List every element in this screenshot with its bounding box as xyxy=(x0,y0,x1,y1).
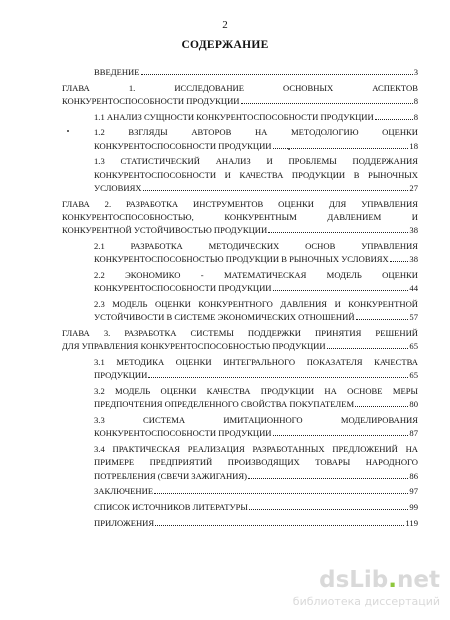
table-of-contents xyxy=(62,66,418,532)
dot-leader xyxy=(249,508,409,510)
toc-entry xyxy=(62,485,418,498)
dot-leader xyxy=(248,477,408,479)
toc-entry-text: КОНКУРЕНТОСПОСОБНОСТИ ПРОДУКЦИИ xyxy=(94,140,272,151)
toc-entry-text: 3.1 МЕТОДИКА ОЦЕНКИ ИНТЕГРАЛЬНОГО ПОКАЗАТЕЛЯ КАЧЕСТВА xyxy=(94,357,418,367)
toc-entry-text: ПОТРЕБЛЕНИЯ (СВЕЧИ ЗАЖИГАНИЯ) xyxy=(94,470,247,481)
toc-entry-last-line xyxy=(94,517,418,530)
dot-leader xyxy=(375,118,413,120)
watermark xyxy=(280,567,440,608)
dot-leader xyxy=(148,376,408,378)
toc-page-number: 3 xyxy=(413,67,418,77)
toc-entry xyxy=(62,443,418,483)
watermark-logo-tld: net xyxy=(397,567,440,593)
toc-page-number: 38 xyxy=(409,225,418,236)
toc-entry-text: 2.1 РАЗРАБОТКА МЕТОДИЧЕСКИХ ОСНОВ УПРАВЛЕНИЯ xyxy=(94,241,418,251)
toc-page-number: 8 xyxy=(413,96,418,106)
toc-entry xyxy=(62,126,418,153)
toc-entry-text: УСТОЙЧИВОСТИ В СИСТЕМЕ ЭКОНОМИЧЕСКИХ ОТНОШЕНИЙ xyxy=(94,312,355,323)
toc-page-number: 99 xyxy=(409,502,418,512)
toc-entry-last-line xyxy=(62,340,418,353)
toc-entry-text: КОНКУРЕНТНОЙ УСТОЙЧИВОСТЬЮ ПРОДУКЦИИ xyxy=(62,225,268,236)
watermark-logo-dot: . xyxy=(388,567,398,593)
dot-leader xyxy=(273,147,409,149)
toc-page-number: 119 xyxy=(405,517,418,528)
dot-leader xyxy=(355,405,408,407)
dot-leader xyxy=(273,289,409,291)
toc-entry xyxy=(62,356,418,383)
toc-entry-last-line xyxy=(94,369,418,382)
toc-entry-last-line xyxy=(94,253,418,266)
toc-entry-text: КОНКУРЕНТОСПОСОБНОСТИ И КАЧЕСТВА ПРОДУКЦИИ В РЫНОЧНЫХ xyxy=(94,169,418,180)
toc-entry xyxy=(62,517,418,530)
toc-entry-text: КОНКУРЕНТОСПОСОБНОСТИ ПРОДУКЦИИ xyxy=(62,96,240,106)
toc-entry-last-line xyxy=(94,66,418,79)
page-title: СОДЕРЖАНИЕ xyxy=(181,39,269,51)
toc-entry xyxy=(62,385,418,412)
toc-entry-last-line xyxy=(62,95,418,108)
toc-page-number: 65 xyxy=(409,341,418,352)
toc-entry xyxy=(62,298,418,325)
toc-entry-text: ПРИМЕРЕ ПРЕДПРИЯТИЙ ПРОИЗВОДЯЩИХ ТОВАРЫ НАРОДНОГО xyxy=(94,457,418,468)
dot-leader xyxy=(268,231,408,233)
toc-entry-text: ГЛАВА 1. ИССЛЕДОВАНИЕ ОСНОВНЫХ АСПЕКТОВ xyxy=(62,82,418,93)
dot-leader xyxy=(154,492,408,494)
toc-entry xyxy=(62,198,418,238)
page-number: 2 xyxy=(222,19,228,31)
toc-entry-text: 1.3 СТАТИСТИЧЕСКИЙ АНАЛИЗ И ПРОБЛЕМЫ ПОДДЕРЖАНИЯ xyxy=(94,156,418,167)
toc-entry-last-line xyxy=(94,182,418,195)
toc-entry xyxy=(62,269,418,296)
toc-entry-text: ПРЕДПОЧТЕНИЯ ОПРЕДЕЛЕННОГО СВОЙСТВА ПОКУПАТЕЛЕМ xyxy=(94,399,355,410)
dot-leader xyxy=(241,102,413,104)
toc-entry-last-line xyxy=(94,470,418,483)
toc-entry-text: ДЛЯ УПРАВЛЕНИЯ КОНКУРЕНТОСПОСОБНОСТЬЮ ПРОДУКЦИИ xyxy=(62,341,326,352)
toc-entry-text: ПРИЛОЖЕНИЯ xyxy=(94,517,155,528)
toc-entry-text: ГЛАВА 2. РАЗРАБОТКА ИНСТРУМЕНТОВ ОЦЕНКИ ДЛЯ УПРАВЛЕНИЯ xyxy=(62,198,418,209)
toc-entry-text: ВВЕДЕНИЕ xyxy=(94,67,140,77)
toc-entry-text: 2.3 МОДЕЛЬ ОЦЕНКИ КОНКУРЕНТНОГО ДАВЛЕНИЯ И КОНКУРЕНТНОЙ xyxy=(94,299,418,309)
toc-entry-text: КОНКУРЕНТОСПОСОБНОСТИ ПРОДУКЦИИ xyxy=(94,283,272,294)
toc-entry-last-line xyxy=(94,485,418,498)
toc-page-number: 27 xyxy=(409,183,418,193)
toc-entry-last-line xyxy=(94,140,418,153)
toc-entry-text: ПРОДУКЦИИ xyxy=(94,370,148,381)
toc-page-number: 44 xyxy=(409,283,418,294)
toc-page-number: 65 xyxy=(409,370,418,381)
toc-entry xyxy=(62,66,418,79)
dot-leader xyxy=(390,260,409,262)
toc-entry-text: СПИСОК ИСТОЧНИКОВ ЛИТЕРАТУРЫ xyxy=(94,502,248,512)
toc-entry-text: 1.2 ВЗГЛЯДЫ АВТОРОВ НА МЕТОДОЛОГИЮ ОЦЕНКИ xyxy=(94,127,418,138)
toc-entry-last-line xyxy=(94,111,418,124)
toc-entry-last-line xyxy=(94,398,418,411)
toc-entry-last-line xyxy=(94,311,418,324)
toc-entry xyxy=(62,327,418,354)
toc-page-number: 97 xyxy=(409,486,418,497)
watermark-logo xyxy=(280,567,440,593)
toc-entry-last-line xyxy=(94,282,418,295)
scan-speck xyxy=(67,130,69,132)
scan-speck xyxy=(288,148,290,150)
toc-entry-text: УСЛОВИЯХ xyxy=(94,183,142,193)
toc-page-number: 86 xyxy=(409,470,418,481)
toc-page-number: 18 xyxy=(409,140,418,151)
toc-page-number: 80 xyxy=(409,399,418,410)
watermark-subtitle: библиотека диссертаций xyxy=(292,595,440,608)
toc-entry-text: КОНКУРЕНТОСПОСОБНОСТИ ПРОДУКЦИИ xyxy=(94,428,272,439)
toc-entry-text: 3.2 МОДЕЛЬ ОЦЕНКИ КАЧЕСТВА ПРОДУКЦИИ НА ОСНОВЕ МЕРЫ xyxy=(94,386,418,396)
dot-leader xyxy=(155,524,404,526)
dot-leader xyxy=(356,318,409,320)
toc-entry-text: 3.3 СИСТЕМА ИМИТАЦИОННОГО МОДЕЛИРОВАНИЯ xyxy=(94,415,418,425)
toc-entry xyxy=(62,414,418,441)
toc-entry-last-line xyxy=(94,501,418,514)
toc-entry xyxy=(62,111,418,124)
toc-entry-text: ЗАКЛЮЧЕНИЕ xyxy=(94,486,154,497)
toc-entry-text: 2.2 ЭКОНОМИКО - МАТЕМАТИЧЕСКАЯ МОДЕЛЬ ОЦЕНКИ xyxy=(94,270,418,280)
toc-entry-text: КОНКУРЕНТОСПОСОБНОСТЬЮ, КОНКУРЕНТНЫМ ДАВЛЕНИЕМ И xyxy=(62,212,418,222)
toc-entry xyxy=(62,155,418,195)
toc-page-number: 8 xyxy=(413,111,418,122)
dot-leader xyxy=(327,347,409,349)
toc-entry-last-line xyxy=(94,427,418,440)
toc-entry-text: 1.1 АНАЛИЗ СУЩНОСТИ КОНКУРЕНТОСПОСОБНОСТИ ПРОДУКЦИИ xyxy=(94,111,374,122)
toc-entry xyxy=(62,501,418,514)
watermark-logo-text: dsLib xyxy=(319,567,389,593)
toc-page-number: 87 xyxy=(409,428,418,439)
toc-entry xyxy=(62,240,418,267)
dot-leader xyxy=(141,73,413,75)
toc-entry-text: КОНКУРЕНТОСПОСОБНОСТЬЮ ПРОДУКЦИИ В РЫНОЧНЫХ УСЛОВИЯХ xyxy=(94,254,389,265)
toc-entry-text: ГЛАВА 3. РАЗРАБОТКА СИСТЕМЫ ПОДДЕРЖКИ ПРИНЯТИЯ РЕШЕНИЙ xyxy=(62,328,418,338)
toc-entry-last-line xyxy=(62,224,418,237)
toc-entry xyxy=(62,82,418,109)
dot-leader xyxy=(143,189,409,191)
toc-entry-text: 3.4 ПРАКТИЧЕСКАЯ РЕАЛИЗАЦИЯ РАЗРАБОТАННЫХ ПРЕДЛОЖЕНИЙ НА xyxy=(94,444,418,454)
dot-leader xyxy=(273,434,409,436)
toc-page-number: 57 xyxy=(409,312,418,323)
toc-page-number: 38 xyxy=(409,254,418,265)
